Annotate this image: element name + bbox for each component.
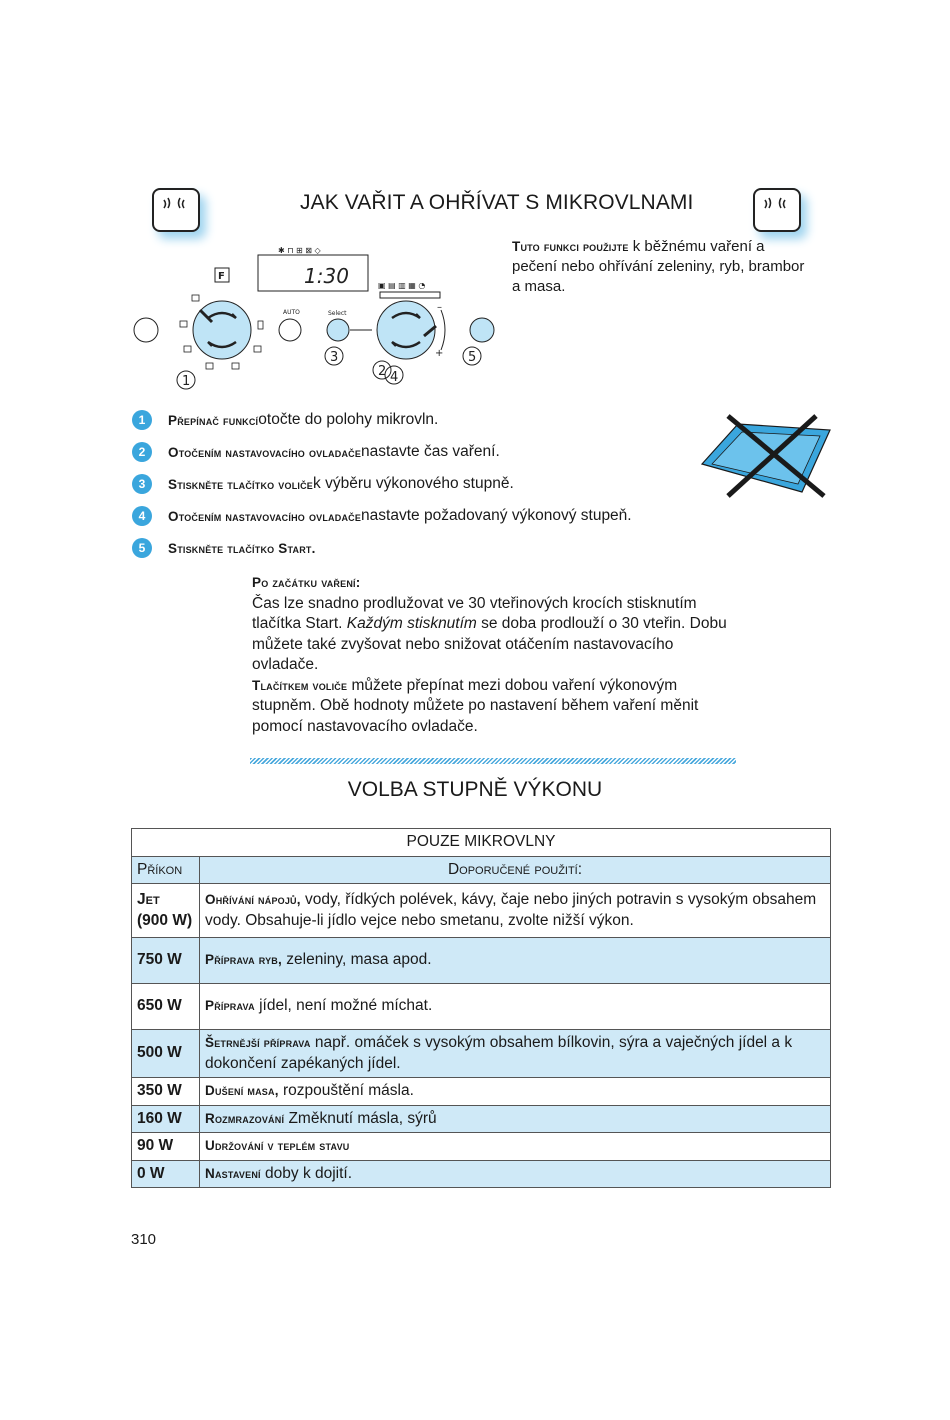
table-cell-power: 500 W — [132, 1030, 200, 1078]
callout-3: 3 — [330, 350, 339, 365]
callout-1: 1 — [182, 374, 191, 389]
table-cell-usage: Příprava ryb, zeleniny, masa apod. — [200, 938, 831, 984]
microwave-waves-icon — [753, 188, 801, 232]
callout-2: 2 — [378, 364, 387, 379]
display-value: 1:30 — [304, 264, 349, 288]
table-cell-usage: Příprava jídel, není možné míchat. — [200, 984, 831, 1030]
power-table — [131, 828, 831, 1188]
intro-text: Tuto funkci použijte k běžnému vaření a pečení nebo ohřívání zeleniny, ryb, brambor a masa. — [512, 238, 805, 295]
table-cell-power: 650 W — [132, 984, 200, 1030]
divider — [250, 758, 736, 764]
steps-list — [132, 404, 632, 564]
left-round-button — [134, 318, 158, 342]
table-cell-usage: Udržování v teplém stavu — [200, 1133, 831, 1161]
table-cell-power: 90 W — [132, 1133, 200, 1161]
list-item: 5 Stiskněte tlačítko Start. — [132, 532, 632, 564]
table-cell-power: 750 W — [132, 938, 200, 984]
page-title: JAK VAŘIT A OHŘÍVAT S MIKROVLNAMI — [300, 191, 694, 214]
control-panel-diagram — [128, 240, 508, 395]
callout-5: 5 — [468, 350, 477, 365]
table-cell-usage: Šetrnější příprava např. omáček s vysokým obsahem bílkovin, sýra a vaječných jídel a k dokončení zapékaných jídel. — [200, 1030, 831, 1078]
note-heading: Po začátku vaření: — [252, 575, 361, 590]
callout-4: 4 — [390, 370, 399, 385]
svg-text:▣ ▤ ▥ ▦ ◔: ▣ ▤ ▥ ▦ ◔ — [378, 281, 426, 290]
table-cell-power: 0 W — [132, 1160, 200, 1188]
svg-text:✱ ⊓ ⊞ ⊠ ◇: ✱ ⊓ ⊞ ⊠ ◇ — [278, 246, 321, 255]
select-label: Select — [328, 310, 347, 317]
table-cell-usage: Ohřívání nápojů, vody, řídkých polévek, kávy, čaje nebo jiných potravin s vysokým obsahem vody. Obsahuje-li jídlo vejce nebo smetanu, zvolte nižší výkon. — [200, 884, 831, 938]
table-cell-usage: Dušení masa, rozpouštění másla. — [200, 1078, 831, 1106]
microwave-waves-icon — [152, 188, 200, 232]
table-caption: POUZE MIKROVLNY — [132, 829, 831, 857]
crossed-tray-icon — [698, 412, 834, 498]
f-label: F — [218, 271, 225, 282]
table-cell-power: Jet (900 W) — [132, 884, 200, 938]
note-block: Po začátku vaření: Čas lze snadno prodlužovat ve 30 vteřinových krocích stisknutím tlačítka Start. Každým stisknutím se doba prodlouží o 30 vteřin. Dobu můžete také zvyšovat nebo snižovat otáčením nastavovacího ovladače. Tlačítkem voliče můžete přepínat mezi dobou vaření výkonovým stupněm. Obě hodnoty můžete po nastavení během vaření měnit pomocí nastavovacího ovladače. — [252, 573, 732, 737]
list-item: 4 Otočením nastavovacího ovladače nastavte požadovaný výkonový stupeň. — [132, 500, 632, 532]
page-number: 310 — [131, 1231, 157, 1248]
plus-label: + — [435, 348, 444, 359]
table-cell-usage: Rozmrazování Změknutí másla, sýrů — [200, 1105, 831, 1133]
auto-label: AUTO — [283, 309, 300, 316]
list-item: 2 Otočením nastavovacího ovladače nastavte čas vaření. — [132, 436, 632, 468]
table-header-power: Příkon — [132, 856, 200, 884]
section-title: VOLBA STUPNĚ VÝKONU — [347, 778, 603, 801]
minus-label: – — [437, 302, 442, 313]
table-header-usage: Doporučené použití: — [200, 856, 831, 884]
table-cell-power: 160 W — [132, 1105, 200, 1133]
list-item: 1 Přepínač funkcí otočte do polohy mikrovln. — [132, 404, 632, 436]
table-cell-usage: Nastavení doby k dojití. — [200, 1160, 831, 1188]
table-cell-power: 350 W — [132, 1078, 200, 1106]
list-item: 3 Stiskněte tlačítko voliče k výběru výkonového stupně. — [132, 468, 632, 500]
